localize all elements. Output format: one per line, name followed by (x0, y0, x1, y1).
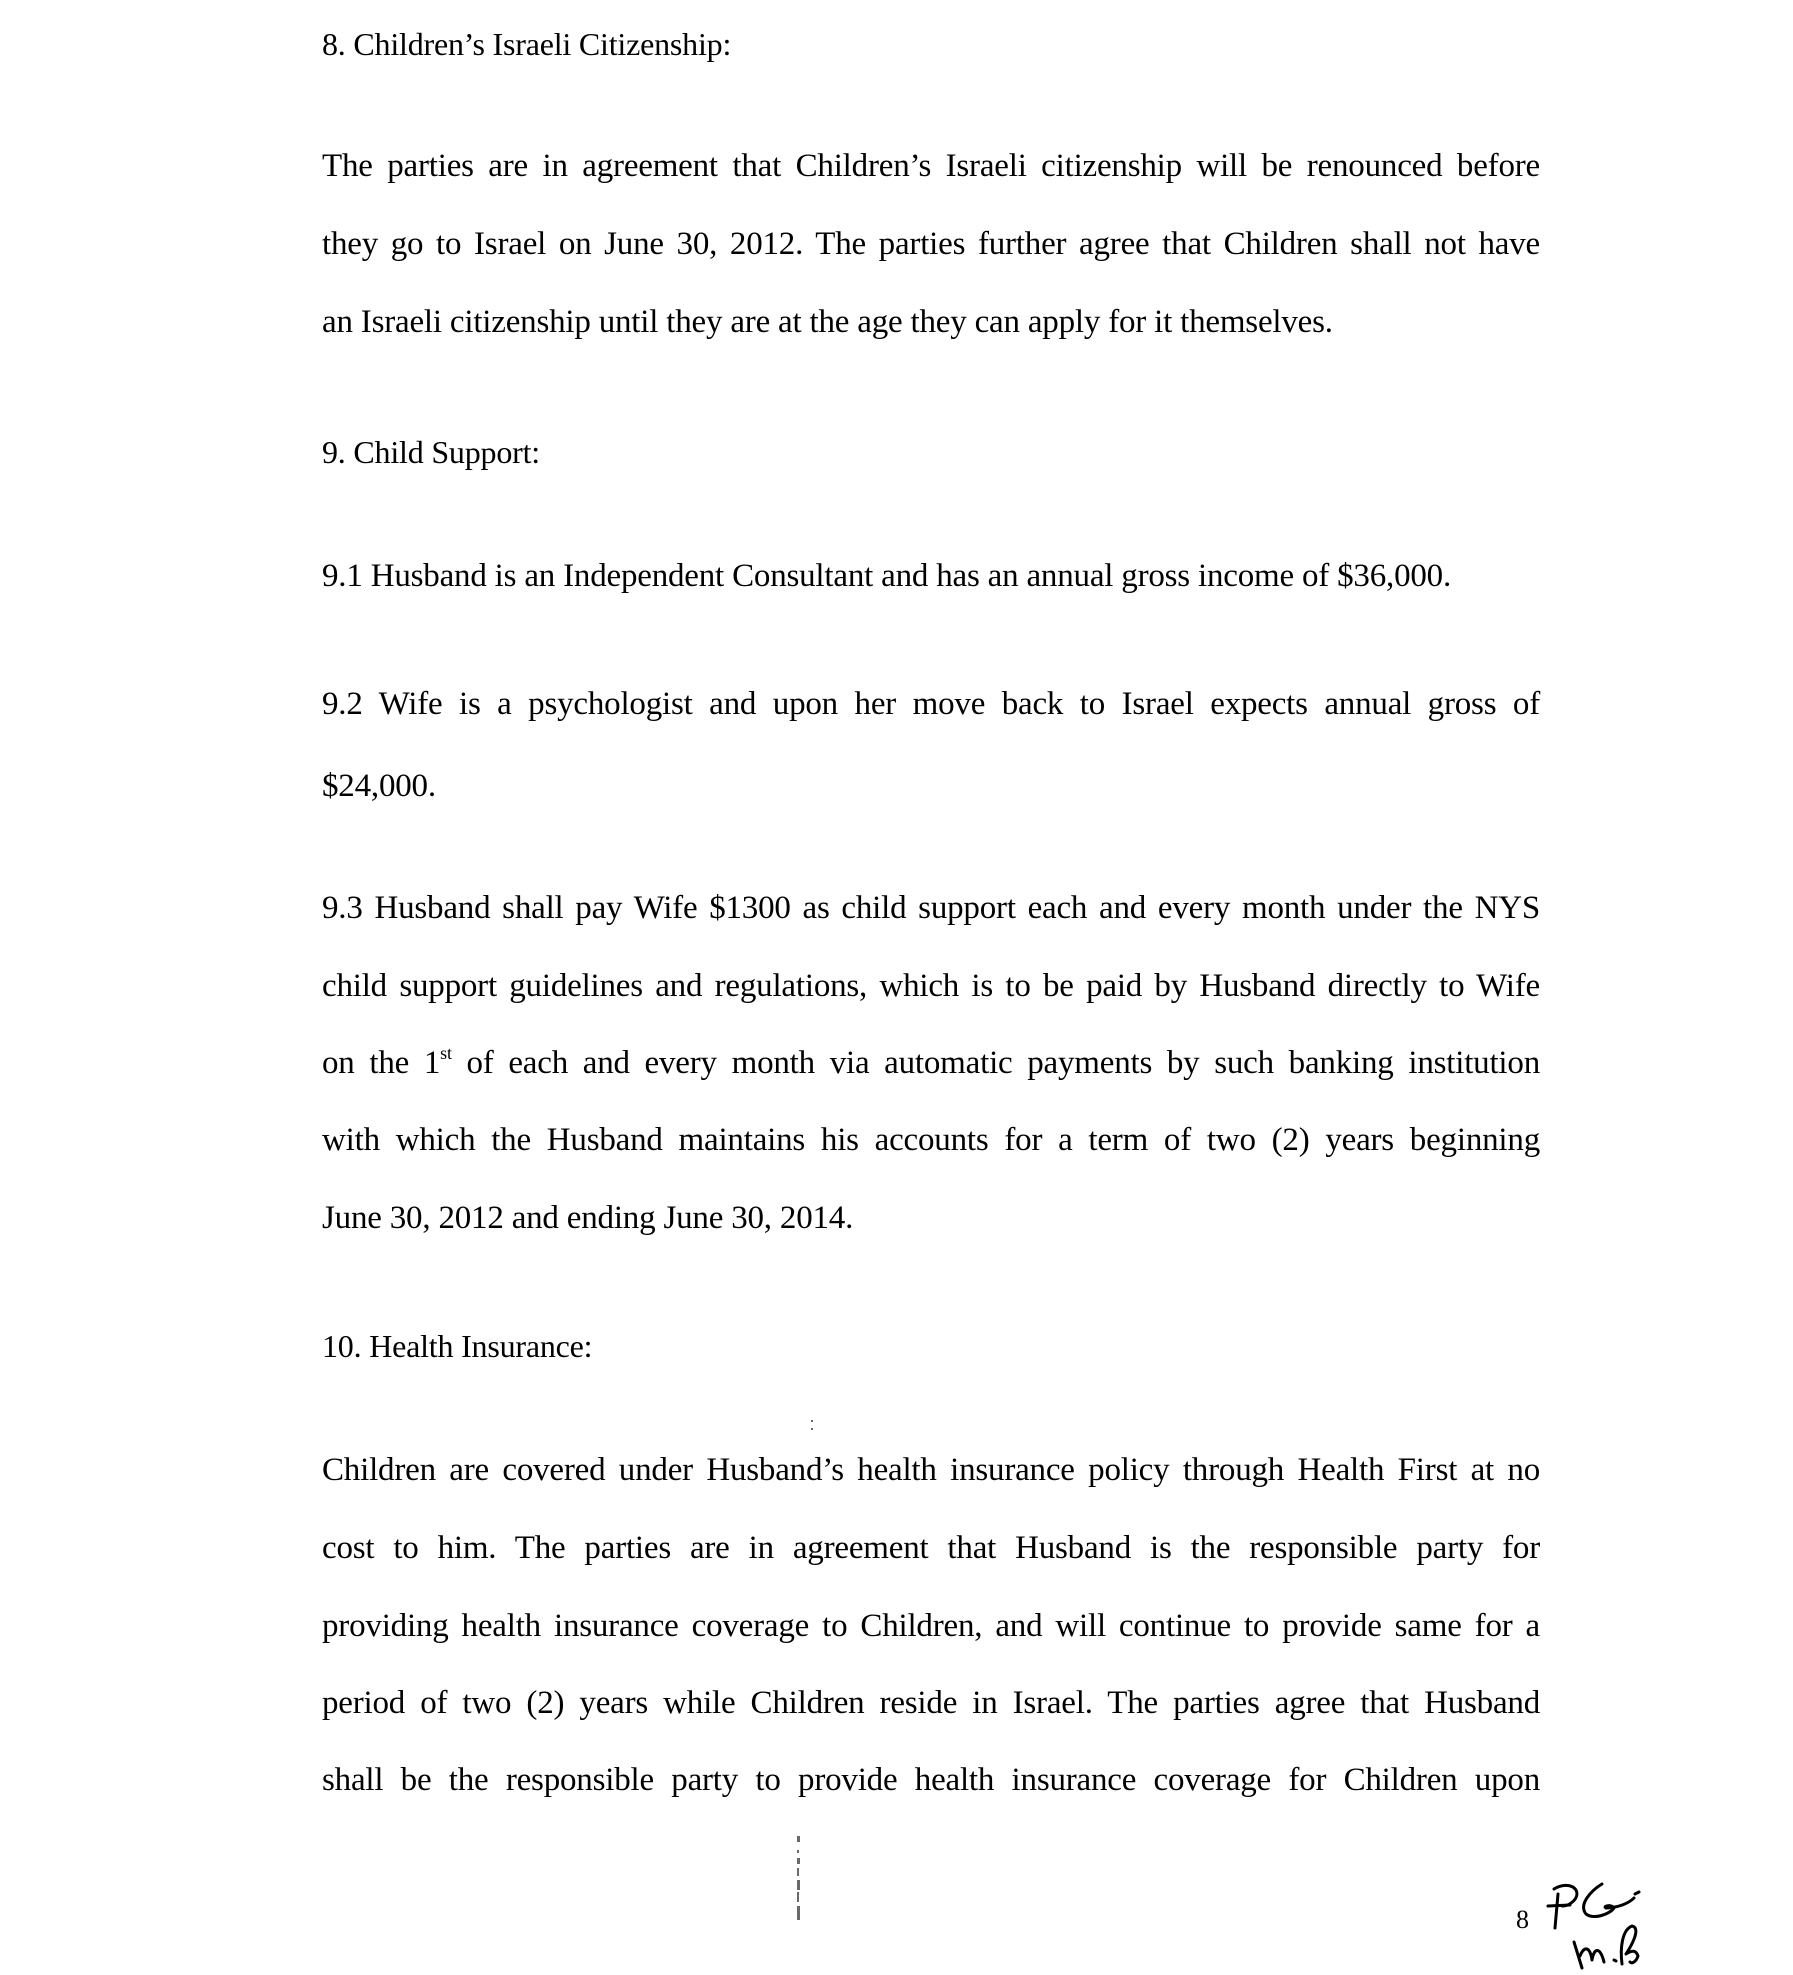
clause-9-1: 9.1 Husband is an Independent Consultant and has an annual gross income of $36,000. (322, 558, 1452, 594)
initials-stroke (1614, 1960, 1616, 1961)
initials-stroke (1548, 1905, 1570, 1906)
section-8-line-2: they go to Israel on June 30, 2012. The parties further agree that Children shall not have (322, 226, 1540, 262)
clause-9-3-line-4: with which the Husband maintains his accounts for a term of two (2) years beginning (322, 1122, 1540, 1158)
section-10-heading: 10. Health Insurance: (322, 1328, 593, 1364)
clause-9-3-line-2: child support guidelines and regulations, which is to be paid by Husband directly to Wife (322, 968, 1540, 1004)
clause-9-2-line-2: $24,000. (322, 768, 436, 804)
initials-stroke (1580, 1949, 1604, 1962)
clause-9-3-line-3-before: on the 1 (322, 1045, 441, 1081)
clause-9-3-line-3 (322, 1043, 1540, 1083)
handwritten-initials (1540, 1870, 1760, 1975)
section-8-heading: 8. Children’s Israeli Citizenship: (322, 26, 732, 62)
scan-speck (811, 1420, 813, 1422)
page-number: 8 (1516, 1905, 1529, 1934)
scan-speck (811, 1428, 813, 1430)
clause-9-3-line-3-after: of each and every month via automatic payments by such banking institution (451, 1045, 1540, 1081)
initials-stroke (1584, 1884, 1634, 1916)
section-8-line-1: The parties are in agreement that Children’s Israeli citizenship will be renounced before (322, 148, 1540, 184)
section-10-line-3: providing health insurance coverage to Children, and will continue to provide same for a (322, 1608, 1540, 1644)
section-10-line-5: shall be the responsible party to provide health insurance coverage for Children upon (322, 1762, 1540, 1798)
section-9-heading: 9. Child Support: (322, 434, 540, 470)
initials-stroke (1555, 1894, 1558, 1928)
ordinal-superscript: st (440, 1043, 452, 1063)
initials-stroke (1635, 1892, 1639, 1894)
section-10-line-4: period of two (2) years while Children reside in Israel. The parties agree that Husband (322, 1685, 1540, 1721)
scan-artifact-dotted-line (797, 1836, 800, 1932)
clause-9-2-line-1: 9.2 Wife is a psychologist and upon her move back to Israel expects annual gross of (322, 686, 1540, 722)
section-10-line-2: cost to him. The parties are in agreement that Husband is the responsible party for (322, 1530, 1540, 1566)
section-8-line-3: an Israeli citizenship until they are at the age they can apply for it themselves. (322, 304, 1333, 340)
clause-9-3-line-1: 9.3 Husband shall pay Wife $1300 as child support each and every month under the NYS (322, 890, 1540, 926)
clause-9-3-line-5: June 30, 2012 and ending June 30, 2014. (322, 1200, 854, 1236)
section-10-line-1: Children are covered under Husband’s health insurance policy through Health First at no (322, 1452, 1540, 1488)
initials-stroke (1621, 1926, 1638, 1964)
